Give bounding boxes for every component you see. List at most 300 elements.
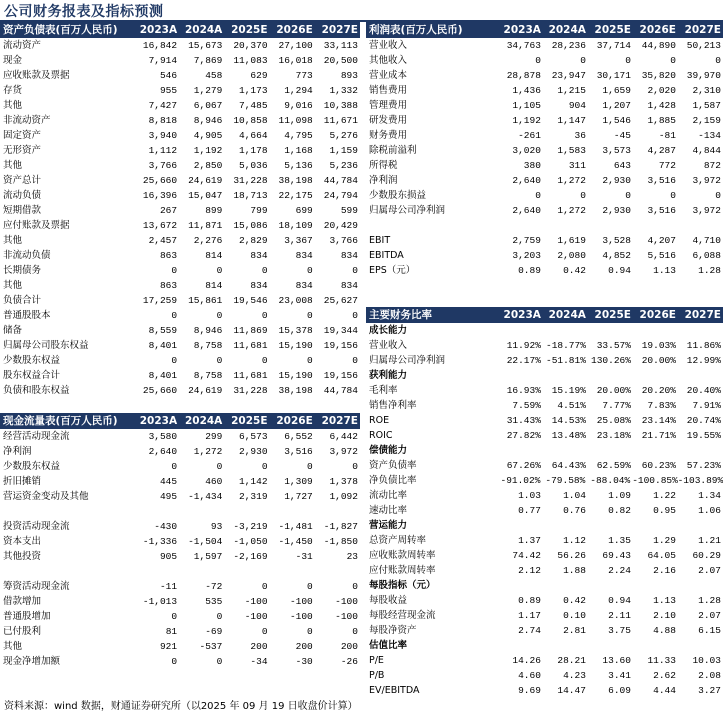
table-row bbox=[366, 188, 723, 203]
cell-value: 25,660 bbox=[142, 385, 178, 396]
row-label bbox=[366, 218, 498, 233]
cell-value bbox=[633, 578, 678, 593]
cell-value: 299 bbox=[205, 431, 223, 442]
row-label: 总资产周转率 bbox=[369, 535, 427, 546]
row-label: 每股收益 bbox=[369, 595, 408, 606]
row-label: 净利润 bbox=[369, 175, 398, 186]
row-label: 除税前溢利 bbox=[369, 145, 417, 156]
cell-value: 1,159 bbox=[329, 145, 358, 156]
cell-value: 311 bbox=[568, 160, 586, 171]
table-row bbox=[366, 158, 723, 173]
cell-value bbox=[678, 518, 723, 533]
cell-value: -1,827 bbox=[323, 521, 358, 532]
cell-value: 1,178 bbox=[239, 145, 268, 156]
cell-value: 1,309 bbox=[284, 476, 313, 487]
cell-value: 3,766 bbox=[329, 235, 358, 246]
cell-value: 1.06 bbox=[698, 505, 721, 516]
table-row bbox=[366, 683, 723, 698]
cell-value: 1,168 bbox=[284, 145, 313, 156]
cell-value: 1.22 bbox=[653, 490, 676, 501]
cell-value: 2.16 bbox=[653, 565, 676, 576]
cell-value bbox=[224, 564, 269, 579]
cell-value bbox=[179, 504, 224, 519]
cell-value: 28,878 bbox=[506, 70, 541, 81]
header-year: 2027E bbox=[321, 415, 358, 427]
cell-value: 11,681 bbox=[233, 340, 268, 351]
table-row bbox=[0, 609, 360, 624]
cell-value: 0 bbox=[307, 581, 313, 592]
cell-value: 3,203 bbox=[512, 250, 541, 261]
cell-value: 15,047 bbox=[188, 190, 223, 201]
cell-value: 7,427 bbox=[148, 100, 178, 111]
cell-value: 1.35 bbox=[608, 535, 631, 546]
table-row bbox=[366, 413, 723, 428]
table-row bbox=[366, 668, 723, 683]
cell-value bbox=[498, 368, 543, 383]
cell-value: 9.69 bbox=[518, 685, 541, 696]
cell-value: 814 bbox=[205, 280, 223, 291]
cell-value: 0 bbox=[216, 656, 223, 667]
cell-value: 0 bbox=[261, 626, 268, 637]
cell-value: 0 bbox=[352, 461, 358, 472]
cell-value: 1,436 bbox=[512, 85, 541, 96]
report-title: 公司财务报表及指标预测 bbox=[4, 4, 164, 20]
row-label: 资本支出 bbox=[3, 536, 42, 547]
cell-value: -31 bbox=[295, 551, 313, 562]
table-row bbox=[0, 639, 360, 654]
row-label: 投资活动现金流 bbox=[3, 521, 70, 532]
row-label: 流动比率 bbox=[369, 490, 408, 501]
row-label: P/B bbox=[369, 670, 385, 681]
header-year: 2023A bbox=[503, 309, 541, 321]
cell-value: 495 bbox=[159, 491, 178, 502]
cell-value: 799 bbox=[250, 205, 268, 216]
cell-value bbox=[678, 368, 723, 383]
cell-value bbox=[588, 443, 633, 458]
cell-value: 772 bbox=[658, 160, 676, 171]
cell-value: 38,198 bbox=[278, 385, 313, 396]
cell-value bbox=[498, 518, 543, 533]
cell-value: 14.53% bbox=[551, 415, 586, 426]
table-row bbox=[0, 233, 360, 248]
cell-value: 1,885 bbox=[647, 115, 676, 126]
cell-value: -30 bbox=[295, 656, 313, 667]
cell-value: 13.48% bbox=[551, 430, 586, 441]
cell-value: 5,276 bbox=[329, 130, 358, 141]
cell-value: 20,429 bbox=[323, 220, 358, 231]
cell-value: 2,159 bbox=[692, 115, 721, 126]
cell-value: 15,190 bbox=[278, 370, 313, 381]
cell-value: 1,192 bbox=[512, 115, 541, 126]
cell-value: 39,970 bbox=[686, 70, 721, 81]
table-row bbox=[0, 338, 360, 353]
cell-value: 2,319 bbox=[239, 491, 268, 502]
cell-value: 1,546 bbox=[602, 115, 631, 126]
cell-value bbox=[543, 323, 588, 338]
cell-value: 74.42 bbox=[512, 550, 541, 561]
cell-value: 9,016 bbox=[284, 100, 313, 111]
cell-value: 25,627 bbox=[323, 295, 358, 306]
table-row bbox=[0, 459, 360, 474]
row-label: 每股经营现金流 bbox=[369, 610, 436, 621]
cell-value bbox=[588, 218, 633, 233]
cell-value: 4.23 bbox=[563, 670, 586, 681]
header-title: 主要财务比率 bbox=[369, 309, 432, 321]
source-footnote: 资料来源：wind 数据，财通证券研究所（以2025 年 09 月 19 日收盘价计算） bbox=[4, 701, 358, 712]
cell-value: 130.26% bbox=[591, 355, 631, 366]
cell-value: 1,583 bbox=[557, 145, 586, 156]
cell-value: 0 bbox=[307, 626, 313, 637]
table-row bbox=[366, 38, 723, 53]
cell-value: 2,759 bbox=[512, 235, 541, 246]
cell-value: -1,481 bbox=[278, 521, 313, 532]
cell-value: 0 bbox=[625, 55, 631, 66]
header-year: 2025E bbox=[231, 24, 268, 36]
cell-value: 0 bbox=[670, 190, 676, 201]
row-label: 毛利率 bbox=[369, 385, 398, 396]
row-label: 速动比率 bbox=[369, 505, 408, 516]
table-row bbox=[366, 608, 723, 623]
row-label: 研发费用 bbox=[369, 115, 408, 126]
cell-value bbox=[588, 323, 633, 338]
table-row bbox=[0, 504, 360, 519]
row-label: 现金 bbox=[3, 55, 23, 66]
cell-value bbox=[224, 504, 269, 519]
header-year: 2027E bbox=[684, 24, 721, 36]
cell-value bbox=[543, 443, 588, 458]
row-label: 获利能力 bbox=[369, 370, 408, 381]
cell-value: 7,914 bbox=[148, 55, 178, 66]
cell-value: 17,259 bbox=[142, 295, 178, 306]
cell-value: -91.02% bbox=[500, 475, 541, 486]
cell-value: 31.43% bbox=[506, 415, 541, 426]
cell-value: 0 bbox=[352, 310, 358, 321]
cell-value: 2,850 bbox=[193, 160, 223, 171]
cell-value: 7,869 bbox=[193, 55, 223, 66]
cell-value: 0 bbox=[352, 626, 358, 637]
cell-value: -100.85% bbox=[632, 475, 678, 486]
cell-value: 19.55% bbox=[686, 430, 721, 441]
cell-value: 0 bbox=[715, 190, 721, 201]
cell-value: 1.12 bbox=[563, 535, 586, 546]
cell-value: 24,794 bbox=[323, 190, 358, 201]
row-label: 销售费用 bbox=[369, 85, 408, 96]
cell-value: 23 bbox=[346, 551, 358, 562]
cell-value: 4,287 bbox=[647, 145, 676, 156]
table-row bbox=[0, 308, 360, 323]
cell-value: 2.74 bbox=[518, 625, 541, 636]
cell-value: 1,332 bbox=[329, 85, 358, 96]
cell-value: 200 bbox=[295, 641, 313, 652]
table-row bbox=[366, 473, 723, 488]
cell-value: 0.76 bbox=[563, 505, 586, 516]
cell-value: 19,156 bbox=[323, 370, 358, 381]
cell-value: 2.62 bbox=[653, 670, 676, 681]
table-row bbox=[366, 353, 723, 368]
cell-value: 834 bbox=[295, 280, 313, 291]
row-label: 归属母公司股东权益 bbox=[3, 340, 89, 351]
cell-value: 11,681 bbox=[233, 370, 268, 381]
table-row bbox=[366, 428, 723, 443]
cell-value: 905 bbox=[159, 551, 178, 562]
cell-value bbox=[498, 443, 543, 458]
cell-value: 2.10 bbox=[653, 610, 676, 621]
cell-value: 6,088 bbox=[692, 250, 721, 261]
cell-value: 38,198 bbox=[278, 175, 313, 186]
cell-value: 0 bbox=[580, 55, 586, 66]
cell-value: 1.28 bbox=[698, 595, 721, 606]
cell-value: 5,236 bbox=[329, 160, 358, 171]
header-year: 2024A bbox=[548, 309, 586, 321]
cashflow-table bbox=[0, 413, 360, 669]
cell-value: 773 bbox=[295, 70, 313, 81]
table-row bbox=[0, 519, 360, 534]
row-label: 归属母公司净利润 bbox=[369, 205, 446, 216]
row-label: 净利润 bbox=[3, 446, 32, 457]
cell-value: 20.20% bbox=[641, 385, 676, 396]
cell-value bbox=[543, 218, 588, 233]
cell-value: 14.26 bbox=[512, 655, 541, 666]
table-row bbox=[0, 68, 360, 83]
cell-value: 3,766 bbox=[148, 160, 178, 171]
cell-value: 1,727 bbox=[284, 491, 313, 502]
row-label: 应付账款周转率 bbox=[369, 565, 436, 576]
cell-value: 0 bbox=[261, 581, 268, 592]
row-label: 其他收入 bbox=[369, 55, 408, 66]
cell-value: 11,098 bbox=[278, 115, 313, 126]
cell-value: 15.19% bbox=[551, 385, 586, 396]
cell-value: 81 bbox=[165, 626, 178, 637]
row-label: 折旧摊销 bbox=[3, 476, 42, 487]
row-label: 借款增加 bbox=[3, 596, 42, 607]
table-row bbox=[366, 263, 723, 278]
row-label: 负债和股东权益 bbox=[3, 385, 70, 396]
cell-value: 1,112 bbox=[148, 145, 178, 156]
header-year: 2023A bbox=[503, 24, 541, 36]
cell-value: 460 bbox=[205, 476, 223, 487]
section-row bbox=[366, 323, 723, 338]
cell-value: 1.37 bbox=[518, 535, 541, 546]
cell-value: 3,020 bbox=[512, 145, 541, 156]
cell-value bbox=[633, 323, 678, 338]
table-header bbox=[0, 413, 360, 429]
cell-value: 13.60 bbox=[602, 655, 631, 666]
header-year: 2025E bbox=[594, 24, 631, 36]
cell-value: 2.81 bbox=[563, 625, 586, 636]
cell-value: 2.07 bbox=[698, 610, 721, 621]
cell-value: 44,890 bbox=[641, 40, 676, 51]
table-row bbox=[366, 98, 723, 113]
cell-value: 0 bbox=[171, 656, 178, 667]
cell-value: 37,714 bbox=[596, 40, 631, 51]
cell-value: 3,972 bbox=[692, 175, 721, 186]
cell-value: 25,660 bbox=[142, 175, 178, 186]
row-label: 流动负债 bbox=[3, 190, 42, 201]
row-label: 营业收入 bbox=[369, 340, 408, 351]
table-row bbox=[0, 353, 360, 368]
cell-value: 1,294 bbox=[284, 85, 313, 96]
cell-value: 8,946 bbox=[193, 325, 223, 336]
table-row bbox=[0, 549, 360, 564]
cell-value: 8,401 bbox=[148, 370, 178, 381]
cell-value: 23.14% bbox=[641, 415, 676, 426]
table-row bbox=[366, 488, 723, 503]
cell-value: 24,619 bbox=[188, 175, 223, 186]
cell-value bbox=[633, 368, 678, 383]
row-label: 每股净资产 bbox=[369, 625, 417, 636]
cell-value: 23.18% bbox=[596, 430, 631, 441]
cell-value: -261 bbox=[518, 130, 541, 141]
section-row bbox=[366, 518, 723, 533]
cell-value: 1,279 bbox=[193, 85, 223, 96]
cell-value: 546 bbox=[159, 70, 178, 81]
header-title: 资产负债表(百万人民币) bbox=[3, 24, 118, 36]
table-row bbox=[0, 654, 360, 669]
table-row bbox=[366, 503, 723, 518]
cell-value: -88.04% bbox=[590, 475, 631, 486]
cell-value: 1.13 bbox=[653, 595, 676, 606]
table-row bbox=[0, 128, 360, 143]
cell-value: 1,597 bbox=[193, 551, 223, 562]
cell-value bbox=[588, 638, 633, 653]
cell-value: 0 bbox=[307, 310, 313, 321]
row-label: 存货 bbox=[3, 85, 23, 96]
cell-value: 5,036 bbox=[239, 160, 268, 171]
cell-value: 20.00% bbox=[641, 355, 676, 366]
cell-value: 1,272 bbox=[557, 205, 586, 216]
cell-value bbox=[678, 218, 723, 233]
cell-value: 18,713 bbox=[233, 190, 268, 201]
cell-value: 0 bbox=[216, 355, 223, 366]
cell-value: 6,442 bbox=[329, 431, 358, 442]
cell-value bbox=[543, 578, 588, 593]
cell-value: 11,871 bbox=[188, 220, 223, 231]
cell-value: 0.89 bbox=[518, 265, 541, 276]
cell-value: 20,500 bbox=[323, 55, 358, 66]
cell-value: 3.75 bbox=[608, 625, 631, 636]
cell-value: 16,018 bbox=[278, 55, 313, 66]
header-year: 2025E bbox=[231, 415, 268, 427]
cell-value: 2,640 bbox=[512, 205, 541, 216]
table-row bbox=[366, 53, 723, 68]
row-label: 营业收入 bbox=[369, 40, 408, 51]
cell-value: 834 bbox=[295, 250, 313, 261]
cell-value: 3,516 bbox=[647, 175, 676, 186]
cell-value: 60.29 bbox=[692, 550, 721, 561]
cell-value: 8,946 bbox=[193, 115, 223, 126]
cell-value: 20,370 bbox=[233, 40, 268, 51]
cell-value: 2,276 bbox=[193, 235, 223, 246]
cell-value bbox=[270, 504, 315, 519]
cell-value: 6,067 bbox=[193, 100, 223, 111]
table-row bbox=[366, 83, 723, 98]
row-label: 财务费用 bbox=[369, 130, 408, 141]
cell-value: 6,552 bbox=[284, 431, 313, 442]
row-label: 其他投资 bbox=[3, 551, 42, 562]
cell-value: 7.59% bbox=[512, 400, 541, 411]
section-row bbox=[366, 578, 723, 593]
cell-value: 23,947 bbox=[551, 70, 586, 81]
cell-value: 535 bbox=[205, 596, 223, 607]
cell-value: 12.99% bbox=[686, 355, 721, 366]
cell-value: 599 bbox=[340, 205, 358, 216]
table-row bbox=[366, 173, 723, 188]
cell-value: 3.41 bbox=[608, 670, 631, 681]
table-row bbox=[366, 143, 723, 158]
table-row bbox=[366, 653, 723, 668]
cell-value: 4,852 bbox=[602, 250, 631, 261]
row-label: 销售净利率 bbox=[369, 400, 417, 411]
table-row bbox=[0, 564, 360, 579]
cell-value: -1,450 bbox=[278, 536, 313, 547]
cell-value: -1,336 bbox=[142, 536, 178, 547]
cell-value: -79.58% bbox=[545, 475, 586, 486]
cell-value bbox=[543, 368, 588, 383]
cell-value: 1.21 bbox=[698, 535, 721, 546]
cell-value: 11,671 bbox=[323, 115, 358, 126]
cell-value: 0.10 bbox=[563, 610, 586, 621]
cell-value: 0 bbox=[261, 265, 268, 276]
cell-value: 28.21 bbox=[557, 655, 586, 666]
cell-value: 200 bbox=[340, 641, 358, 652]
cell-value: 16,396 bbox=[142, 190, 178, 201]
cell-value: 445 bbox=[159, 476, 178, 487]
cell-value: 0 bbox=[171, 265, 178, 276]
cell-value: 11,869 bbox=[233, 325, 268, 336]
table-row bbox=[366, 593, 723, 608]
cell-value: 20.00% bbox=[596, 385, 631, 396]
cell-value: 1.04 bbox=[563, 490, 586, 501]
cell-value: 2,930 bbox=[602, 175, 631, 186]
header-year: 2026E bbox=[276, 24, 313, 36]
table-row bbox=[366, 548, 723, 563]
table-row bbox=[366, 68, 723, 83]
cell-value: 19,344 bbox=[323, 325, 358, 336]
cell-value: -11 bbox=[159, 581, 178, 592]
cell-value: 1,207 bbox=[602, 100, 631, 111]
row-label: 成长能力 bbox=[369, 325, 408, 336]
header-year: 2024A bbox=[184, 24, 223, 36]
table-header bbox=[0, 22, 360, 38]
row-label: 储备 bbox=[3, 325, 23, 336]
row-label: 营运能力 bbox=[369, 520, 408, 531]
cell-value: 1.09 bbox=[608, 490, 631, 501]
cell-value: 643 bbox=[613, 160, 631, 171]
cell-value: 15,673 bbox=[188, 40, 223, 51]
table-row bbox=[0, 474, 360, 489]
cell-value bbox=[134, 564, 179, 579]
cell-value: -134 bbox=[698, 130, 721, 141]
header-year: 2026E bbox=[639, 309, 676, 321]
table-row bbox=[0, 143, 360, 158]
cell-value: 28,236 bbox=[551, 40, 586, 51]
cell-value: -100 bbox=[335, 596, 358, 607]
cell-value: 56.26 bbox=[557, 550, 586, 561]
cell-value: 30,171 bbox=[596, 70, 631, 81]
cell-value: 904 bbox=[568, 100, 586, 111]
cell-value: 4.51% bbox=[557, 400, 586, 411]
table-row bbox=[0, 429, 360, 444]
row-label bbox=[0, 504, 134, 519]
section-row bbox=[366, 368, 723, 383]
row-label: EPS（元） bbox=[369, 265, 416, 276]
cell-value: 1,428 bbox=[647, 100, 676, 111]
cell-value: 3.27 bbox=[698, 685, 721, 696]
cell-value: 23,008 bbox=[278, 295, 313, 306]
row-label: 少数股东权益 bbox=[3, 355, 61, 366]
cell-value bbox=[678, 443, 723, 458]
cell-value: 1,659 bbox=[602, 85, 631, 96]
